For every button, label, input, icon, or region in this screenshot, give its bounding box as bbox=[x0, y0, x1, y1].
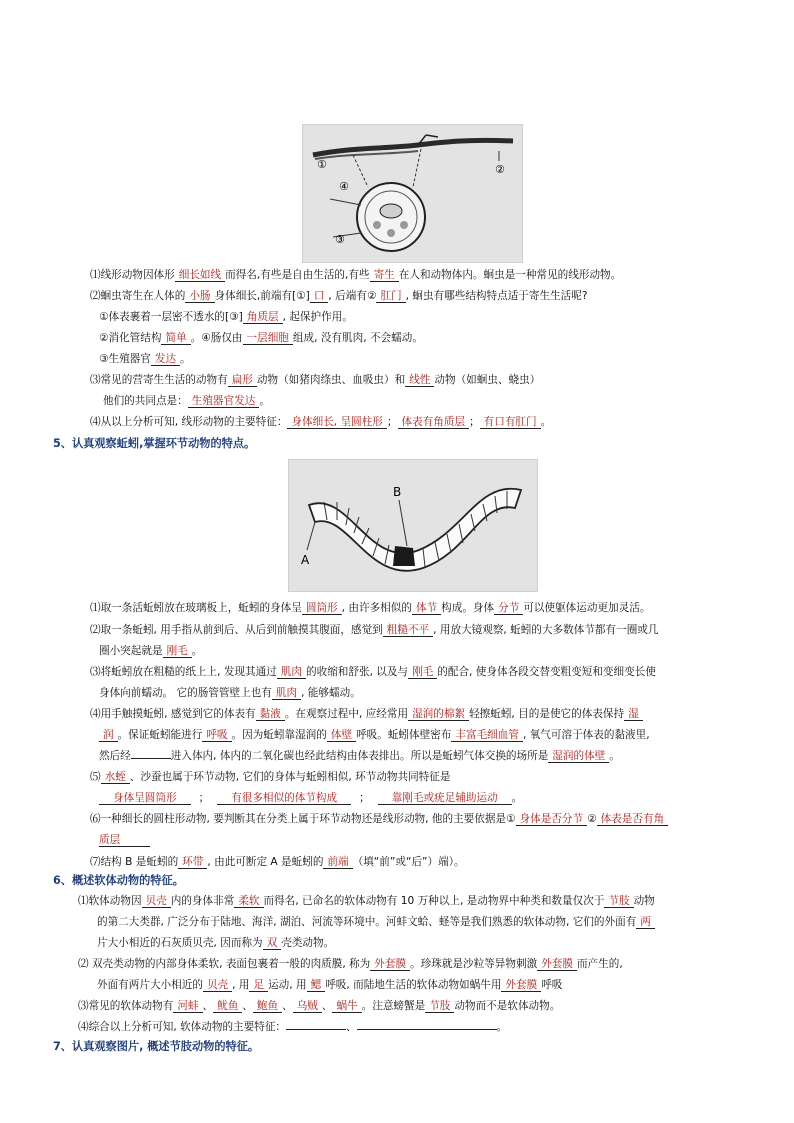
q4-line-8: ⑷从以上分析可知, 线形动物的主要特征： 身体细长, 呈圆柱形 ； 体表有角质层 ； 有口有肛门 。 bbox=[90, 416, 552, 428]
q5-line-4: ⑶将蚯蚓放在粗糙的纸上上, 发现其通过 肌肉 的收缩和舒张, 以及与 刚毛 的配合, 使身体各段交替变粗变短和变细变长使 bbox=[90, 666, 656, 678]
fig2-label-b: B bbox=[393, 485, 402, 499]
q6-line-7: ⑷综合以上分析可知, 软体动物的主要特征： 、 。 bbox=[78, 1021, 508, 1033]
heading-7: 7、认真观察图片, 概述节肢动物的特征。 bbox=[53, 1040, 260, 1053]
q5-line-9: ⑸ 水蛭 、沙蚕也属于环节动物, 它们的身体与蚯蚓相似, 环节动物共同特征是 bbox=[90, 771, 451, 783]
q5-line-8: 然后经 进入体内, 体内的二氧化碳也经此结构由体表排出。所以是蚯蚓气体交换的场所是 湿润的体壁 。 bbox=[99, 750, 620, 762]
roundworm-figure bbox=[302, 124, 523, 263]
q5-line-3: 圈小突起就是 刚毛 。 bbox=[99, 645, 203, 657]
q6-line-1: ⑴软体动物因 贝壳 内的身体非常 柔软 而得名, 已命名的软体动物有 10 万种以上, 是动物界中种类和数量仅次于 节肢 动物 bbox=[78, 895, 655, 907]
heading-6: 6、概述软体动物的特征。 bbox=[53, 874, 184, 887]
q6-line-2: 的第二大类群, 广泛分布于陆地、海洋, 湖泊、河流等环境中。河蚌文蛤、蛏等是我们熟悉的软体动物, 它们的外面有 两 bbox=[97, 915, 655, 929]
q4-line-7: 他们的共同点是： 生殖器官发达 。 bbox=[103, 395, 270, 407]
q4-line-4: ②消化管结构 简单 。④肠仅由 一层细胞 组成, 没有肌肉, 不会蠕动。 bbox=[99, 332, 423, 344]
fig1-label-1: ① bbox=[317, 158, 327, 171]
q6-line-5: 外面有两片大小相近的 贝壳 , 用 足 运动, 用 鳃 呼吸, 而陆地生活的软体动物如蜗牛用 外套膜 呼吸 bbox=[97, 979, 563, 991]
q5-line-12: 质层 bbox=[99, 833, 150, 847]
q4-line-6: ⑶常见的营寄生生活的动物有 扁形 动物（如猪肉绦虫、血吸虫）和 线性 动物（如蛔虫、蛲虫） bbox=[90, 374, 541, 386]
q6-line-4: ⑵ 双壳类动物的内部身体柔软, 表面包裹着一般的肉质膜, 称为 外套膜 。珍珠就是沙粒等异物刺激 外套膜 而产生的, bbox=[78, 958, 623, 970]
fig1-label-2: ② bbox=[495, 163, 505, 176]
earthworm-figure bbox=[288, 459, 538, 592]
q5-line-10: 身体呈圆筒形 ； 有很多相似的体节构成 ； 靠刚毛或疣足辅助运动 。 bbox=[99, 791, 522, 805]
fig2-label-a: A bbox=[301, 553, 310, 567]
q5-line-1: ⑴取一条活蚯蚓放在玻璃板上，蚯蚓的身体呈 圆筒形 , 由许多相似的 体节 构成。身体 分节 可以使躯体运动更加灵活。 bbox=[90, 602, 651, 614]
q5-line-13: ⑺结构 B 是蚯蚓的 环带 , 由此可断定 A 是蚯蚓的 前端 （填“前”或“后”）端）。 bbox=[90, 856, 465, 868]
q4-line-1: ⑴线形动物因体形 细长如线 而得名,有些是自由生活的,有些 寄生 在人和动物体内。蛔虫是一种常见的线形动物。 bbox=[90, 269, 622, 281]
q5-line-5: 身体向前蠕动。 它的肠管管壁上也有 肌肉 , 能够蠕动。 bbox=[99, 687, 361, 699]
q5-line-2: ⑵取一条蚯蚓, 用手指从前到后、从后到前触摸其腹面，感觉到 粗糙不平 , 用放大镜观察, 蚯蚓的大多数体节都有一圈或几 bbox=[90, 624, 659, 636]
q4-line-5: ③生殖器官 发达 。 bbox=[99, 353, 191, 365]
q5-line-7: 润 。保证蚯蚓能进行 呼吸 。因为蚯蚓靠湿润的 体壁 呼吸。蚯蚓体壁密布 丰富毛细血管 , 氧气可溶于体表的黏液里, bbox=[99, 728, 650, 742]
q6-line-6: ⑶常见的软体动物有 河蚌 、 鱿鱼 、 鲍鱼 、 乌贼 、 蜗牛 。注意螃蟹是 节肢 动物而不是软体动物。 bbox=[78, 1000, 561, 1012]
q4-line-3: ①体表裹着一层密不透水的[③] 角质层 , 起保护作用。 bbox=[99, 311, 353, 323]
heading-5: 5、认真观察蚯蚓,掌握环节动物的特点。 bbox=[53, 437, 256, 450]
fig1-label-3: ③ bbox=[335, 233, 345, 246]
fig1-label-4: ④ bbox=[339, 180, 349, 193]
q4-line-2: ⑵蛔虫寄生在人体的 小肠 身体细长,前端有[①] 口 , 后端有② 肛门 , 蛔虫有哪些结构特点适于寄生生活呢? bbox=[90, 290, 588, 302]
q5-line-6: ⑷用手触摸蚯蚓, 感觉到它的体表有 黏液 。在观察过程中, 应经常用 湿润的棉絮 轻擦蚯蚓, 目的是使它的体表保持 湿 bbox=[90, 707, 643, 721]
q5-line-11: ⑹一种细长的圆柱形动物, 要判断其在分类上属于环节动物还是线形动物, 他的主要依据是① 身体是否分节 ② 体表是否有角 bbox=[90, 812, 668, 826]
q6-line-3: 片大小相近的石灰质贝壳, 因而称为 双 壳类动物。 bbox=[97, 937, 335, 949]
